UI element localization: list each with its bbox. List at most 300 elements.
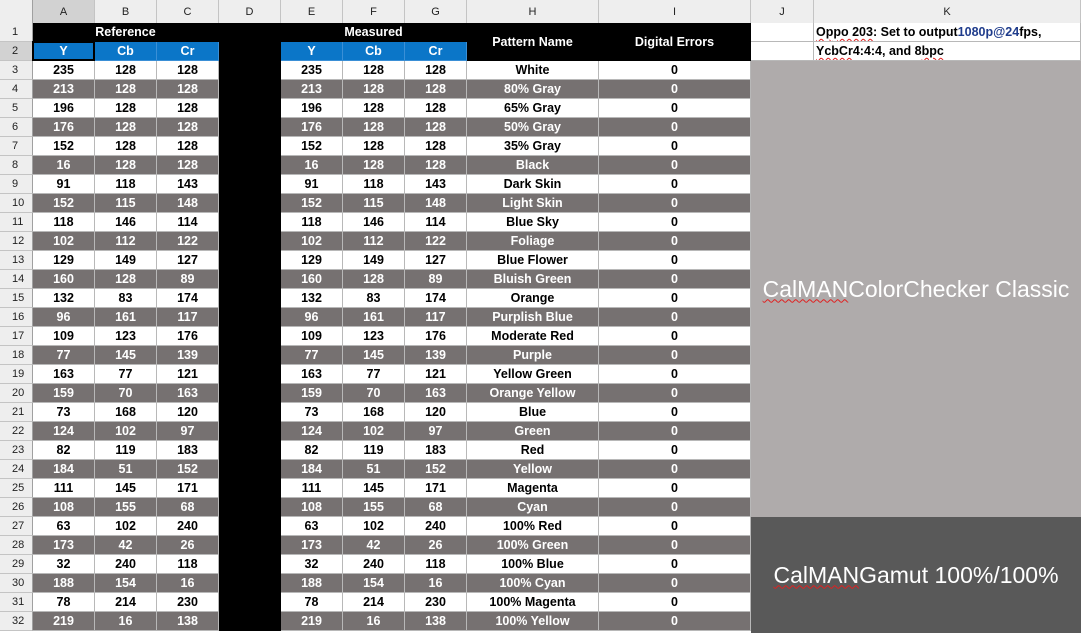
digital-errors-cell[interactable]: 0 — [599, 574, 751, 593]
digital-errors-cell[interactable]: 0 — [599, 422, 751, 441]
column-header-h[interactable]: H — [467, 0, 599, 24]
reference-cr-header[interactable]: Cr — [157, 42, 219, 61]
measured-cr-cell[interactable]: 121 — [405, 365, 467, 384]
reference-cr-cell[interactable]: 152 — [157, 460, 219, 479]
measured-cb-cell[interactable]: 146 — [343, 213, 405, 232]
pattern-name-cell[interactable]: Purple — [467, 346, 599, 365]
digital-errors-cell[interactable]: 0 — [599, 251, 751, 270]
measured-y-cell[interactable]: 184 — [281, 460, 343, 479]
measured-cb-cell[interactable]: 128 — [343, 118, 405, 137]
reference-cr-cell[interactable]: 183 — [157, 441, 219, 460]
measured-y-cell[interactable]: 108 — [281, 498, 343, 517]
column-header-j[interactable]: J — [751, 0, 814, 24]
reference-y-cell[interactable]: 111 — [33, 479, 95, 498]
row-header-31[interactable]: 31 — [0, 593, 33, 612]
row-header-16[interactable]: 16 — [0, 308, 33, 327]
pattern-name-cell[interactable]: 100% Yellow — [467, 612, 599, 631]
reference-cr-cell[interactable]: 128 — [157, 137, 219, 156]
pattern-name-cell[interactable]: Purplish Blue — [467, 308, 599, 327]
row-header-2[interactable]: 2 — [0, 42, 33, 61]
row-header-1[interactable]: 1 — [0, 23, 33, 42]
row-header-11[interactable]: 11 — [0, 213, 33, 232]
digital-errors-cell[interactable]: 0 — [599, 517, 751, 536]
reference-y-cell[interactable]: 176 — [33, 118, 95, 137]
digital-errors-cell[interactable]: 0 — [599, 612, 751, 631]
reference-cb-cell[interactable]: 168 — [95, 403, 157, 422]
measured-cb-cell[interactable]: 145 — [343, 479, 405, 498]
row-header-9[interactable]: 9 — [0, 175, 33, 194]
reference-y-cell[interactable]: 196 — [33, 99, 95, 118]
measured-cb-cell[interactable]: 240 — [343, 555, 405, 574]
pattern-name-cell[interactable]: 100% Cyan — [467, 574, 599, 593]
measured-cr-cell[interactable]: 174 — [405, 289, 467, 308]
reference-cb-cell[interactable]: 128 — [95, 61, 157, 80]
reference-y-cell[interactable]: 73 — [33, 403, 95, 422]
reference-cr-cell[interactable]: 117 — [157, 308, 219, 327]
digital-errors-cell[interactable]: 0 — [599, 232, 751, 251]
reference-cb-cell[interactable]: 77 — [95, 365, 157, 384]
reference-y-cell[interactable]: 63 — [33, 517, 95, 536]
pattern-name-cell[interactable]: Light Skin — [467, 194, 599, 213]
reference-cb-cell[interactable]: 16 — [95, 612, 157, 631]
measured-cr-cell[interactable]: 114 — [405, 213, 467, 232]
measured-y-cell[interactable]: 78 — [281, 593, 343, 612]
reference-y-cell[interactable]: 188 — [33, 574, 95, 593]
measured-cr-cell[interactable]: 127 — [405, 251, 467, 270]
pattern-name-cell[interactable]: 100% Green — [467, 536, 599, 555]
measured-cr-cell[interactable]: 26 — [405, 536, 467, 555]
gamut-panel[interactable] — [751, 517, 1081, 633]
measured-y-cell[interactable]: 235 — [281, 61, 343, 80]
measured-y-cell[interactable]: 91 — [281, 175, 343, 194]
measured-y-cell[interactable]: 118 — [281, 213, 343, 232]
reference-cb-cell[interactable]: 42 — [95, 536, 157, 555]
reference-cr-cell[interactable]: 120 — [157, 403, 219, 422]
measured-y-cell[interactable]: 196 — [281, 99, 343, 118]
reference-cr-cell[interactable]: 128 — [157, 80, 219, 99]
column-header-k[interactable]: K — [814, 0, 1081, 24]
digital-errors-cell[interactable]: 0 — [599, 99, 751, 118]
reference-cb-cell[interactable]: 128 — [95, 118, 157, 137]
digital-errors-header: Digital Errors — [599, 23, 751, 61]
digital-errors-cell[interactable]: 0 — [599, 213, 751, 232]
measured-cb-cell[interactable]: 118 — [343, 175, 405, 194]
reference-cr-cell[interactable]: 163 — [157, 384, 219, 403]
reference-cr-cell[interactable]: 118 — [157, 555, 219, 574]
reference-cr-cell[interactable]: 26 — [157, 536, 219, 555]
reference-cb-header[interactable]: Cb — [95, 42, 157, 61]
reference-cb-cell[interactable]: 102 — [95, 422, 157, 441]
pattern-name-cell[interactable]: 35% Gray — [467, 137, 599, 156]
reference-cb-cell[interactable]: 123 — [95, 327, 157, 346]
measured-cr-cell[interactable]: 176 — [405, 327, 467, 346]
measured-cr-cell[interactable]: 122 — [405, 232, 467, 251]
row-header-7[interactable]: 7 — [0, 137, 33, 156]
measured-y-cell[interactable]: 129 — [281, 251, 343, 270]
reference-y-cell[interactable]: 16 — [33, 156, 95, 175]
pattern-name-cell[interactable]: Black — [467, 156, 599, 175]
pattern-name-cell[interactable]: Blue Flower — [467, 251, 599, 270]
measured-y-cell[interactable]: 16 — [281, 156, 343, 175]
digital-errors-cell[interactable]: 0 — [599, 479, 751, 498]
reference-cb-cell[interactable]: 145 — [95, 479, 157, 498]
reference-cr-cell[interactable]: 68 — [157, 498, 219, 517]
measured-cb-cell[interactable]: 123 — [343, 327, 405, 346]
measured-cr-cell[interactable]: 120 — [405, 403, 467, 422]
measured-cb-cell[interactable]: 128 — [343, 270, 405, 289]
column-header-i[interactable]: I — [599, 0, 751, 24]
column-header-e[interactable]: E — [281, 0, 343, 24]
reference-y-cell[interactable]: 32 — [33, 555, 95, 574]
measured-cb-cell[interactable]: 102 — [343, 517, 405, 536]
measured-cr-cell[interactable]: 240 — [405, 517, 467, 536]
measured-cr-cell[interactable]: 183 — [405, 441, 467, 460]
measured-cr-header[interactable]: Cr — [405, 42, 467, 61]
measured-cr-cell[interactable]: 118 — [405, 555, 467, 574]
measured-y-cell[interactable]: 176 — [281, 118, 343, 137]
digital-errors-cell[interactable]: 0 — [599, 365, 751, 384]
pattern-name-cell[interactable]: 100% Blue — [467, 555, 599, 574]
reference-cb-cell[interactable]: 51 — [95, 460, 157, 479]
row-header-5[interactable]: 5 — [0, 99, 33, 118]
measured-y-cell[interactable]: 152 — [281, 194, 343, 213]
measured-cb-cell[interactable]: 214 — [343, 593, 405, 612]
reference-cb-cell[interactable]: 115 — [95, 194, 157, 213]
measured-cr-cell[interactable]: 89 — [405, 270, 467, 289]
pattern-name-cell[interactable]: Blue Sky — [467, 213, 599, 232]
row-header-30[interactable]: 30 — [0, 574, 33, 593]
row-header-28[interactable]: 28 — [0, 536, 33, 555]
measured-cb-cell[interactable]: 83 — [343, 289, 405, 308]
reference-cb-cell[interactable]: 128 — [95, 99, 157, 118]
measured-cb-cell[interactable]: 77 — [343, 365, 405, 384]
measured-y-cell[interactable]: 188 — [281, 574, 343, 593]
reference-y-cell[interactable]: 163 — [33, 365, 95, 384]
pattern-name-cell[interactable]: 100% Magenta — [467, 593, 599, 612]
reference-cr-cell[interactable]: 16 — [157, 574, 219, 593]
measured-cb-cell[interactable]: 115 — [343, 194, 405, 213]
pattern-name-cell[interactable]: Orange — [467, 289, 599, 308]
reference-y-cell[interactable]: 78 — [33, 593, 95, 612]
reference-cr-cell[interactable]: 89 — [157, 270, 219, 289]
measured-cr-cell[interactable]: 117 — [405, 308, 467, 327]
pattern-name-cell[interactable]: Cyan — [467, 498, 599, 517]
reference-y-cell[interactable]: 108 — [33, 498, 95, 517]
reference-cr-cell[interactable]: 128 — [157, 118, 219, 137]
reference-cr-cell[interactable]: 176 — [157, 327, 219, 346]
measured-y-cell[interactable]: 96 — [281, 308, 343, 327]
digital-errors-cell[interactable]: 0 — [599, 384, 751, 403]
pattern-name-cell[interactable]: 50% Gray — [467, 118, 599, 137]
measured-y-cell[interactable]: 219 — [281, 612, 343, 631]
pattern-name-cell[interactable]: Green — [467, 422, 599, 441]
measured-y-cell[interactable]: 132 — [281, 289, 343, 308]
row-header-21[interactable]: 21 — [0, 403, 33, 422]
reference-y-cell[interactable]: 152 — [33, 194, 95, 213]
pattern-name-cell[interactable]: Red — [467, 441, 599, 460]
measured-cr-cell[interactable]: 97 — [405, 422, 467, 441]
reference-cb-cell[interactable]: 161 — [95, 308, 157, 327]
pattern-name-cell[interactable]: 80% Gray — [467, 80, 599, 99]
reference-cb-cell[interactable]: 83 — [95, 289, 157, 308]
digital-errors-cell[interactable]: 0 — [599, 346, 751, 365]
measured-y-cell[interactable]: 102 — [281, 232, 343, 251]
measured-cr-cell[interactable]: 128 — [405, 118, 467, 137]
reference-y-cell[interactable]: 159 — [33, 384, 95, 403]
measured-y-cell[interactable]: 173 — [281, 536, 343, 555]
measured-cr-cell[interactable]: 16 — [405, 574, 467, 593]
reference-cb-cell[interactable]: 128 — [95, 80, 157, 99]
reference-y-cell[interactable]: 124 — [33, 422, 95, 441]
row-header-14[interactable]: 14 — [0, 270, 33, 289]
measured-y-header[interactable]: Y — [281, 42, 343, 61]
row-header-3[interactable]: 3 — [0, 61, 33, 80]
measured-cb-cell[interactable]: 128 — [343, 61, 405, 80]
column-header-d[interactable]: D — [219, 0, 281, 24]
row-header-10[interactable]: 10 — [0, 194, 33, 213]
measured-y-cell[interactable]: 159 — [281, 384, 343, 403]
measured-cr-cell[interactable]: 230 — [405, 593, 467, 612]
measured-y-cell[interactable]: 213 — [281, 80, 343, 99]
measured-y-cell[interactable]: 111 — [281, 479, 343, 498]
reference-cr-cell[interactable]: 138 — [157, 612, 219, 631]
row-header-25[interactable]: 25 — [0, 479, 33, 498]
measured-cr-cell[interactable]: 143 — [405, 175, 467, 194]
measured-y-cell[interactable]: 77 — [281, 346, 343, 365]
reference-cb-cell[interactable]: 240 — [95, 555, 157, 574]
reference-y-cell[interactable]: 82 — [33, 441, 95, 460]
row-header-8[interactable]: 8 — [0, 156, 33, 175]
pattern-name-cell[interactable]: 65% Gray — [467, 99, 599, 118]
reference-cr-cell[interactable]: 114 — [157, 213, 219, 232]
reference-cb-cell[interactable]: 149 — [95, 251, 157, 270]
reference-cr-cell[interactable]: 139 — [157, 346, 219, 365]
measured-cb-cell[interactable]: 128 — [343, 80, 405, 99]
reference-y-cell[interactable]: 235 — [33, 61, 95, 80]
digital-errors-cell[interactable]: 0 — [599, 194, 751, 213]
colorchecker-classic-panel[interactable] — [751, 61, 1081, 517]
measured-cb-cell[interactable]: 128 — [343, 99, 405, 118]
measured-cb-cell[interactable]: 168 — [343, 403, 405, 422]
row-header-23[interactable]: 23 — [0, 441, 33, 460]
row-header-15[interactable]: 15 — [0, 289, 33, 308]
gamut-panel-brand: CalMAN — [773, 561, 860, 588]
digital-errors-cell[interactable]: 0 — [599, 460, 751, 479]
reference-cr-cell[interactable]: 174 — [157, 289, 219, 308]
reference-cr-cell[interactable]: 128 — [157, 99, 219, 118]
cell-j1[interactable] — [751, 23, 814, 42]
note-line-2[interactable] — [814, 42, 1081, 61]
reference-y-cell[interactable]: 91 — [33, 175, 95, 194]
reference-y-cell[interactable]: 129 — [33, 251, 95, 270]
row-header-29[interactable]: 29 — [0, 555, 33, 574]
column-header-b[interactable]: B — [95, 0, 157, 24]
digital-errors-cell[interactable]: 0 — [599, 289, 751, 308]
row-header-26[interactable]: 26 — [0, 498, 33, 517]
reference-y-cell[interactable]: 132 — [33, 289, 95, 308]
reference-cr-cell[interactable]: 97 — [157, 422, 219, 441]
reference-cr-cell[interactable]: 143 — [157, 175, 219, 194]
measured-y-cell[interactable]: 160 — [281, 270, 343, 289]
measured-cb-cell[interactable]: 145 — [343, 346, 405, 365]
digital-errors-cell[interactable]: 0 — [599, 555, 751, 574]
reference-cb-cell[interactable]: 154 — [95, 574, 157, 593]
pattern-name-cell[interactable]: Magenta — [467, 479, 599, 498]
reference-cr-cell[interactable]: 171 — [157, 479, 219, 498]
reference-y-cell[interactable]: 109 — [33, 327, 95, 346]
measured-cr-cell[interactable]: 128 — [405, 156, 467, 175]
digital-errors-cell[interactable]: 0 — [599, 137, 751, 156]
measured-cb-cell[interactable]: 102 — [343, 422, 405, 441]
column-header-a[interactable]: A — [33, 0, 95, 24]
measured-y-cell[interactable]: 109 — [281, 327, 343, 346]
reference-cb-cell[interactable]: 102 — [95, 517, 157, 536]
pattern-name-cell[interactable]: Orange Yellow — [467, 384, 599, 403]
reference-cr-cell[interactable]: 122 — [157, 232, 219, 251]
note-text: : Set to output — [872, 25, 958, 39]
reference-y-cell[interactable]: 184 — [33, 460, 95, 479]
row-header-19[interactable]: 19 — [0, 365, 33, 384]
measured-cr-cell[interactable]: 68 — [405, 498, 467, 517]
measured-cb-header[interactable]: Cb — [343, 42, 405, 61]
pattern-name-cell[interactable]: Moderate Red — [467, 327, 599, 346]
reference-y-cell[interactable]: 77 — [33, 346, 95, 365]
digital-errors-cell[interactable]: 0 — [599, 593, 751, 612]
measured-cb-cell[interactable]: 149 — [343, 251, 405, 270]
note-line-1[interactable] — [814, 23, 1081, 42]
reference-y-cell[interactable]: 213 — [33, 80, 95, 99]
row-header-24[interactable]: 24 — [0, 460, 33, 479]
measured-cb-cell[interactable]: 119 — [343, 441, 405, 460]
row-header-6[interactable]: 6 — [0, 118, 33, 137]
measured-cb-cell[interactable]: 51 — [343, 460, 405, 479]
row-header-13[interactable]: 13 — [0, 251, 33, 270]
reference-y-cell[interactable]: 160 — [33, 270, 95, 289]
reference-y-cell[interactable]: 118 — [33, 213, 95, 232]
pattern-name-cell[interactable]: 100% Red — [467, 517, 599, 536]
reference-cr-cell[interactable]: 148 — [157, 194, 219, 213]
row-header-27[interactable]: 27 — [0, 517, 33, 536]
measured-cr-cell[interactable]: 128 — [405, 80, 467, 99]
reference-cr-cell[interactable]: 230 — [157, 593, 219, 612]
reference-y-cell[interactable]: 173 — [33, 536, 95, 555]
reference-cb-cell[interactable]: 118 — [95, 175, 157, 194]
measured-y-cell[interactable]: 63 — [281, 517, 343, 536]
measured-y-cell[interactable]: 82 — [281, 441, 343, 460]
digital-errors-cell[interactable]: 0 — [599, 403, 751, 422]
reference-cr-cell[interactable]: 121 — [157, 365, 219, 384]
column-header-c[interactable]: C — [157, 0, 219, 24]
reference-cb-cell[interactable]: 145 — [95, 346, 157, 365]
column-header-f[interactable]: F — [343, 0, 405, 24]
pattern-name-cell[interactable]: Yellow — [467, 460, 599, 479]
measured-cb-cell[interactable]: 154 — [343, 574, 405, 593]
reference-cb-cell[interactable]: 128 — [95, 270, 157, 289]
measured-y-cell[interactable]: 73 — [281, 403, 343, 422]
digital-errors-cell[interactable]: 0 — [599, 61, 751, 80]
measured-cb-cell[interactable]: 128 — [343, 156, 405, 175]
measured-cb-cell[interactable]: 161 — [343, 308, 405, 327]
measured-cb-cell[interactable]: 70 — [343, 384, 405, 403]
reference-cr-cell[interactable]: 240 — [157, 517, 219, 536]
measured-cr-cell[interactable]: 128 — [405, 61, 467, 80]
row-header-32[interactable]: 32 — [0, 612, 33, 631]
digital-errors-cell[interactable]: 0 — [599, 327, 751, 346]
measured-cr-cell[interactable]: 128 — [405, 137, 467, 156]
digital-errors-cell[interactable]: 0 — [599, 80, 751, 99]
digital-errors-cell[interactable]: 0 — [599, 536, 751, 555]
reference-cr-cell[interactable]: 128 — [157, 61, 219, 80]
reference-y-cell[interactable]: 96 — [33, 308, 95, 327]
reference-y-header[interactable]: Y — [33, 42, 95, 61]
measured-cb-cell[interactable]: 42 — [343, 536, 405, 555]
pattern-name-cell[interactable]: Foliage — [467, 232, 599, 251]
reference-cb-cell[interactable]: 128 — [95, 156, 157, 175]
measured-cr-cell[interactable]: 148 — [405, 194, 467, 213]
reference-cr-cell[interactable]: 128 — [157, 156, 219, 175]
pattern-name-cell[interactable]: Dark Skin — [467, 175, 599, 194]
measured-cr-cell[interactable]: 163 — [405, 384, 467, 403]
digital-errors-cell[interactable]: 0 — [599, 270, 751, 289]
reference-cr-cell[interactable]: 127 — [157, 251, 219, 270]
measured-cr-cell[interactable]: 171 — [405, 479, 467, 498]
measured-cb-cell[interactable]: 16 — [343, 612, 405, 631]
cell-j2[interactable] — [751, 42, 814, 61]
measured-y-cell[interactable]: 163 — [281, 365, 343, 384]
reference-y-cell[interactable]: 152 — [33, 137, 95, 156]
reference-cb-cell[interactable]: 128 — [95, 137, 157, 156]
digital-errors-cell[interactable]: 0 — [599, 441, 751, 460]
reference-cb-cell[interactable]: 155 — [95, 498, 157, 517]
reference-cb-cell[interactable]: 119 — [95, 441, 157, 460]
measured-cr-cell[interactable]: 139 — [405, 346, 467, 365]
reference-cb-cell[interactable]: 214 — [95, 593, 157, 612]
digital-errors-cell[interactable]: 0 — [599, 118, 751, 137]
column-header-g[interactable]: G — [405, 0, 467, 24]
measured-cb-cell[interactable]: 155 — [343, 498, 405, 517]
measured-cr-cell[interactable]: 138 — [405, 612, 467, 631]
digital-errors-cell[interactable]: 0 — [599, 175, 751, 194]
reference-cb-cell[interactable]: 112 — [95, 232, 157, 251]
row-header-17[interactable]: 17 — [0, 327, 33, 346]
digital-errors-cell[interactable]: 0 — [599, 156, 751, 175]
pattern-name-cell[interactable]: Blue — [467, 403, 599, 422]
measured-cr-cell[interactable]: 152 — [405, 460, 467, 479]
pattern-name-cell[interactable]: Yellow Green — [467, 365, 599, 384]
row-header-20[interactable]: 20 — [0, 384, 33, 403]
row-header-12[interactable]: 12 — [0, 232, 33, 251]
row-header-18[interactable]: 18 — [0, 346, 33, 365]
measured-y-cell[interactable]: 152 — [281, 137, 343, 156]
select-all-corner[interactable] — [0, 0, 33, 24]
measured-header: Measured — [281, 23, 467, 42]
row-header-4[interactable]: 4 — [0, 80, 33, 99]
measured-y-cell[interactable]: 32 — [281, 555, 343, 574]
row-header-22[interactable]: 22 — [0, 422, 33, 441]
digital-errors-cell[interactable]: 0 — [599, 498, 751, 517]
reference-y-cell[interactable]: 102 — [33, 232, 95, 251]
measured-cb-cell[interactable]: 128 — [343, 137, 405, 156]
pattern-name-cell[interactable]: White — [467, 61, 599, 80]
digital-errors-cell[interactable]: 0 — [599, 308, 751, 327]
pattern-name-cell[interactable]: Bluish Green — [467, 270, 599, 289]
reference-cb-cell[interactable]: 70 — [95, 384, 157, 403]
measured-cb-cell[interactable]: 112 — [343, 232, 405, 251]
measured-y-cell[interactable]: 124 — [281, 422, 343, 441]
measured-cr-cell[interactable]: 128 — [405, 99, 467, 118]
reference-cb-cell[interactable]: 146 — [95, 213, 157, 232]
reference-y-cell[interactable]: 219 — [33, 612, 95, 631]
